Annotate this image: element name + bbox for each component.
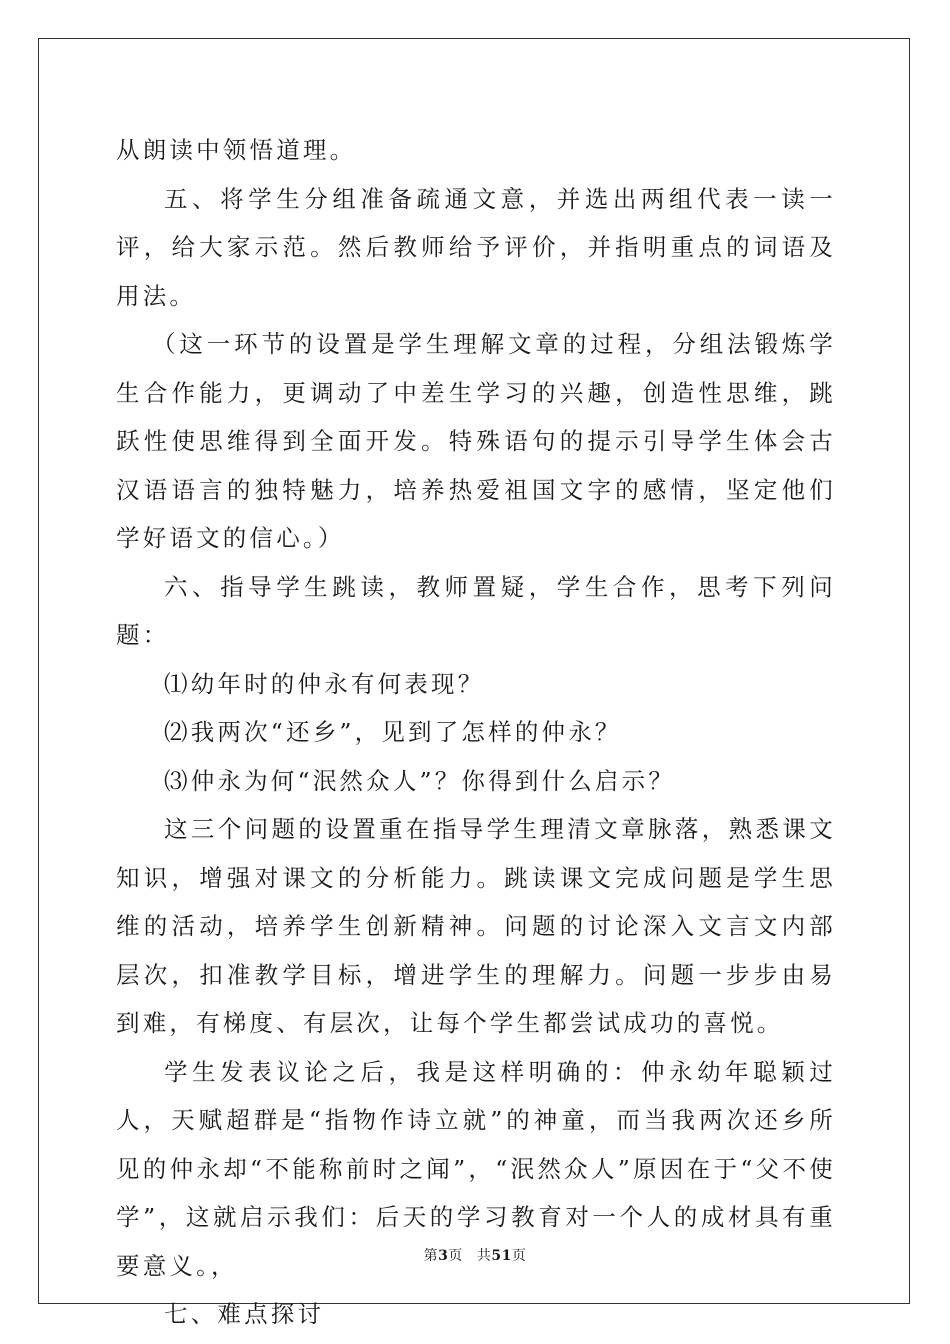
question-1: ⑴幼年时的仲永有何表现？ [164, 669, 485, 698]
document-body [116, 126, 836, 1339]
paragraph-4: 六、指导学生跳读，教师置疑，学生合作，思考下列问题： [116, 572, 836, 649]
question-2: ⑵我两次“还乡”，见到了怎样的仲永？ [164, 718, 622, 746]
footer-current-page: 3 [438, 1248, 449, 1264]
footer-total-unit: 页 [511, 1248, 527, 1264]
paragraph-3: （这一环节的设置是学生理解文章的过程，分组法锻炼学生合作能力，更调动了中差生学习的兴趣，创造性思维，跳跃性使思维得到全面开发。特殊语句的提示引导学生体会古汉语语言的独特魅力，培养热爱祖国文字的感情，坚定他们学好语文的信心。） [116, 330, 836, 552]
footer-page-unit: 页 [448, 1248, 463, 1264]
footer-prefix: 第 [423, 1248, 439, 1264]
paragraph-9: 学生发表议论之后，我是这样明确的：仲永幼年聪颖过人，天赋超群是“指物作诗立就”的神童，而当我两次还乡所见的仲永却“不能称前时之闻”，“泯然众人”原因在于“父不使学”，这就启示我们：后天的学习教育对一个人的成材具有重要意义。， [116, 1057, 836, 1280]
footer-total-prefix: 共 [476, 1248, 492, 1264]
section-heading: 七、难点探讨 [164, 1300, 325, 1328]
paragraph-1: 从朗读中领悟道理。 [116, 136, 357, 164]
footer-total-pages: 51 [491, 1248, 512, 1264]
page-footer [0, 1246, 950, 1266]
paragraph-2: 五、将学生分组准备疏通文意，并选出两组代表一读一评，给大家示范。然后教师给予评价，并指明重点的词语及用法。 [116, 184, 836, 310]
paragraph-8: 这三个问题的设置重在指导学生理清文章脉落，熟悉课文知识，增强对课文的分析能力。跳读课文完成问题是学生思维的活动，培养学生创新精神。问题的讨论深入文言文内部层次，扣准教学目标，增进学生的理解力。问题一步步由易到难，有梯度、有层次，让每个学生都尝试成功的喜悦。 [116, 815, 836, 1037]
question-3: ⑶仲永为何“泯然众人”？你得到什么启示？ [164, 766, 676, 795]
